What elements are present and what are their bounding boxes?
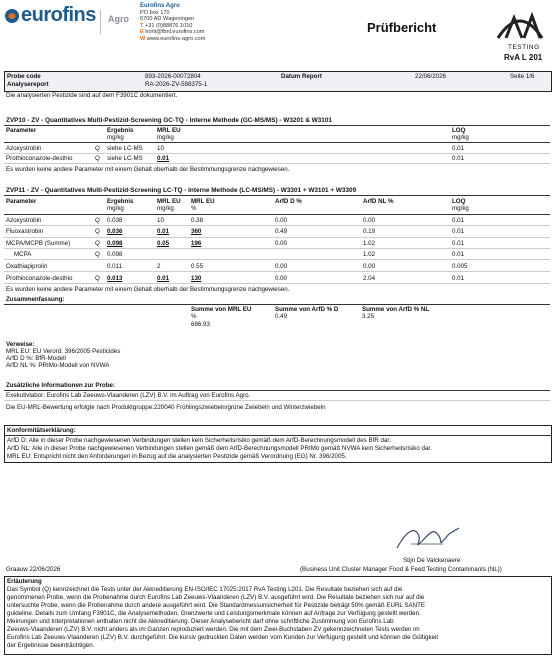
erlaeuterung-line: Meinungen und Interpretationen enthalten nicht die Akkreditierung. Dieser Analysebericht darf ohne schriftliche Zustimmung von Eurofins Lab [7, 618, 394, 625]
place-date: Graauw 22/06/2026 [6, 566, 61, 573]
verweise-title: Verweise: [6, 341, 35, 348]
erlaeuterung-title: Erläuterung [7, 578, 42, 585]
accreditation-number: RvA L 201 [504, 53, 543, 62]
report-meta-box [4, 71, 552, 92]
report-value: RA-2026-ZV-598375-1 [145, 81, 208, 88]
erlaeuterung-line: der Ergebnisse beeinträchtigen. [7, 642, 95, 649]
erlaeuterung-line: guideline. Details zum Umfang F3901C, die Analysemethoden, Grenzwerte und Leistungsmerkmale können auf Anfrage zur Verfügung gestellt werden. [7, 610, 421, 617]
zvp11-title: ZVP11 - ZV - Quantitatives Multi-Pestizid-Screening LC-TQ - Interne Methode (LC-MS/MS) - W3301 + W3101 + W3309 [6, 187, 357, 194]
erlaeuterung-line: untersuchte Probe, wenn die Probenahme durch andere ausgeführt wird. Die Standardmessunsicherheit für Pestizide beträgt 50% gemäß EURL SANTE [7, 602, 425, 609]
konform-line: ArfD NL: Alle in dieser Probe nachgewiesenen Verbindungen stellen gemäß dem ArfD-Berechnungsmodell PRIMo gemäß NVWA kein Sicherheitsrisiko dar. [7, 445, 432, 452]
konformitaet-box [4, 425, 552, 463]
zusatz-line: Die EU-MRL-Bewertung erfolgte nach Produktgruppe:220040 Frühlingszwiebeln/grüne Zwiebeln und Winterzwiebeln [6, 404, 326, 411]
verweise-line: MRL EU: EU Verord. 396/2005 Pesticides [6, 348, 121, 355]
intro-text: Die analysierten Pestizide sind auf dem F3901C dokumentiert. [6, 92, 178, 99]
verweise-line: ArfD D %: BfR-Modell [6, 355, 66, 362]
logo-text: eurofins [21, 4, 96, 26]
signer-role: (Business Unit Cluster Manager Food & Feed Testing Contaminants (NL)) [300, 566, 502, 573]
address-line: 6700 AD Wageningen [140, 16, 195, 23]
zusatz-line: Exekutivlabor: Eurofins Lab Zeeuws-Vlaanderen (LZV) B.V. im Auftrag von Eurofins Agro. [6, 392, 251, 399]
accreditation-label: TESTING [508, 44, 540, 51]
email-line: E horti@fbnl.eurofins.com [140, 29, 205, 36]
erlaeuterung-line: Zeeuws-Vlaanderen (LZV) B.V. nicht anders als im Ganzen reproduziert werden. Die mit dem Zwei-Buchstaben ZV gekennzeichneten Tests werden im [7, 626, 420, 633]
eurofins-globe-icon [4, 8, 20, 24]
rva-accreditation-logo [488, 4, 552, 66]
eurofins-logo [4, 4, 129, 34]
zvp11-note: Es wurden keine andere Parameter mit einem Gehalt oberhalb der Bestimmungsgrenze nachgewiesen. [6, 286, 290, 293]
erlaeuterung-box [4, 576, 552, 655]
zusatz-title: Zusätzliche Informationen zur Probe: [6, 382, 115, 389]
date-label: Datum Report [281, 73, 322, 80]
report-label: Analysereport [7, 81, 49, 88]
phone-line: T +31 (0)88876 1010 [140, 22, 193, 29]
verweise-line: ArfD NL %: PRIMo-Modell von NVWA [6, 362, 110, 369]
vertical-divider [100, 10, 101, 34]
konform-line: MRL EU: Entspricht nicht den Anforderungen in Bezug auf die analysierten Pestizide gemäß Verordnung (EG) Nr. 396/2005. [7, 453, 347, 460]
zvp10-title: ZVP10 - ZV - Quantitatives Multi-Pestizid-Screening GC-TQ - Interne Methode (GC-MS/MS) - W3201 & W3101 [6, 117, 332, 124]
signer-name: Stijn De Valckenaere [403, 557, 461, 564]
company-name: Eurofins Agro [140, 3, 180, 9]
erlaeuterung-line: genommenen Probe, wenn die Probenahme durch Eurofins Lab Zeeuws-Vlaanderen (LZV) B.V. ausgeführt wird. Die Resultate beziehen sich nur auf die [7, 594, 425, 601]
probe-value: 893-2026-00072804 [145, 73, 201, 80]
erlaeuterung-line: Eurofins Lab Zeeuws-Vlaanderen (LZV) B.V. durchgeführt. Die kursiv gedruckten Daten werden vom Kunden zur Verfügung gestellt und können die Gültigkeit [7, 634, 439, 641]
page-number: Seite 1/6 [510, 73, 535, 80]
web-line: W www.eurofins-agro.com [140, 35, 206, 42]
date-value: 22/06/2026 [415, 73, 446, 80]
konform-line: ArfD D: Alle in dieser Probe nachgewiesenen Verbindungen stellen kein Sicherheitsrisiko gemäß dem ArfD-Berechnungsmodell des BfR dar. [7, 437, 391, 444]
rva-mark-icon [488, 4, 552, 44]
erlaeuterung-line: Das Symbol (Q) kennzeichnet die Tests unter der Akkreditierung EN-ISO/IEC 17025:2017 RvA Testing L201. Die Resultate beziehen sich auf die [7, 586, 403, 593]
company-address [140, 3, 205, 42]
page-title: Prüfbericht [367, 20, 437, 35]
zvp10-note: Es wurden keine andere Parameter mit einem Gehalt oberhalb der Bestimmungsgrenze nachgewiesen. [6, 166, 290, 173]
probe-label: Probe code [7, 73, 41, 80]
signature-icon [393, 522, 463, 554]
logo-sub: Agro [108, 14, 129, 24]
summary-title: Zusammenfassung: [6, 296, 65, 303]
address-line: PO box 170 [140, 9, 170, 16]
konform-title: Konformitätserklärung: [7, 427, 76, 434]
